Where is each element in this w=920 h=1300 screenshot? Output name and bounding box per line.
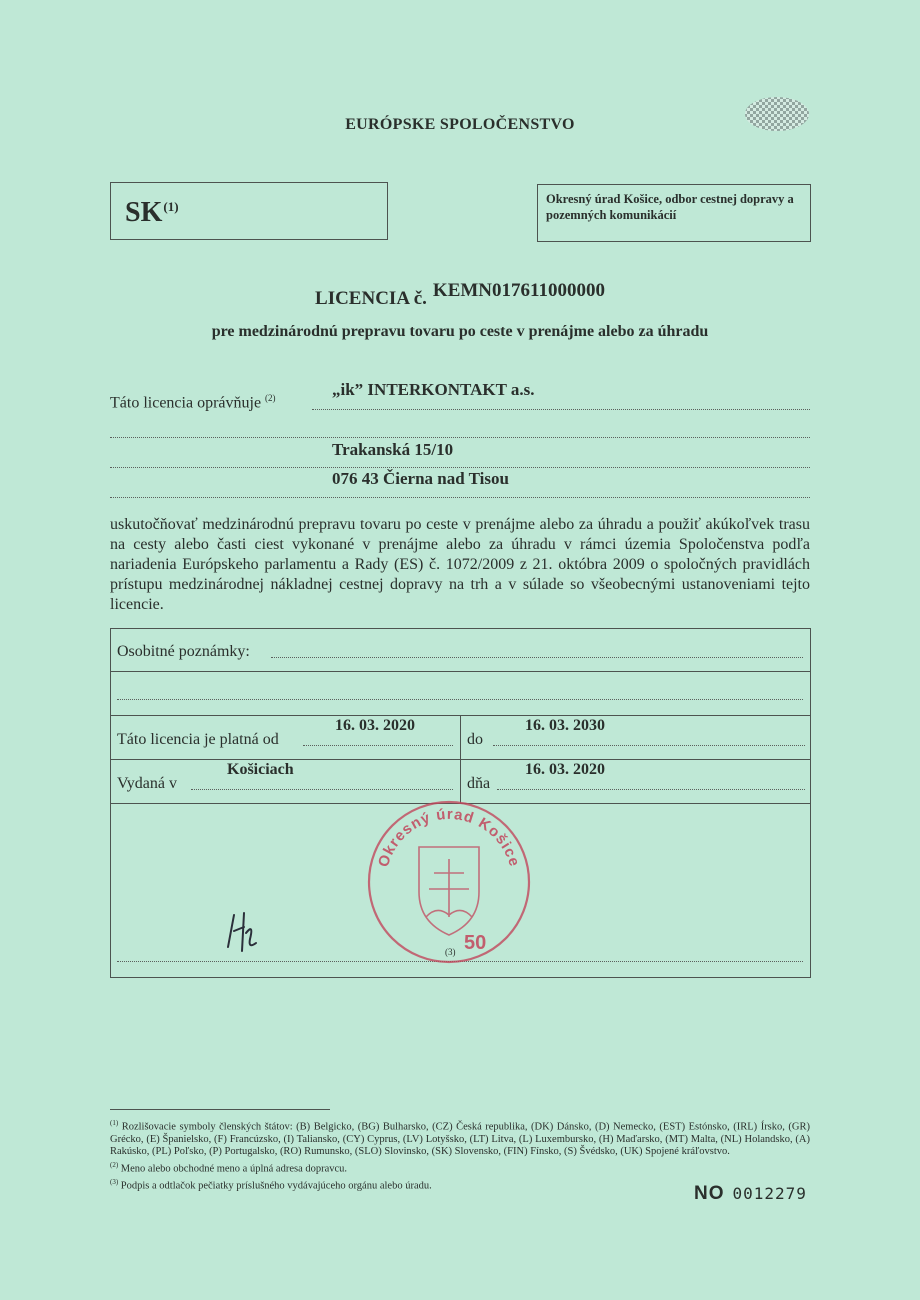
- country-code: SK$^{(1)}$: [125, 197, 179, 228]
- valid-to-label: do: [467, 731, 483, 748]
- dotted-line: [497, 789, 805, 790]
- serial-prefix: NO: [694, 1183, 725, 1204]
- issuing-authority-box: [537, 184, 811, 242]
- license-label: LICENCIA č.: [315, 288, 427, 309]
- issuing-authority-name: Okresný úrad Košice, odbor cestnej dopravy a pozemných komunikácií: [546, 192, 794, 222]
- valid-from-date: 16. 03. 2020: [335, 717, 415, 734]
- valid-to-date: 16. 03. 2030: [525, 717, 605, 734]
- license-subtitle: pre medzinárodnú prepravu tovaru po ceste v prenájme alebo za úhradu: [211, 323, 709, 340]
- signature-mark: [220, 905, 270, 955]
- issued-place: Košiciach: [227, 761, 294, 778]
- dotted-line: [117, 699, 803, 700]
- footnote-3: $^{(3)}$ Podpis a odtlačok pečiatky príslušného vydávajúceho orgánu alebo úradu.: [110, 1177, 432, 1192]
- dotted-line: [191, 789, 453, 790]
- coat-of-arms-icon: [419, 847, 479, 935]
- stamp-number: 50: [464, 932, 487, 954]
- issued-place-label: Vydaná v: [117, 775, 177, 792]
- official-stamp: [364, 797, 534, 967]
- carrier-city: 076 43 Čierna nad Tisou: [332, 469, 509, 488]
- carrier-name: „ik” INTERKONTAKT a.s.: [332, 380, 535, 399]
- license-body-text: uskutočňovať medzinárodnú prepravu tovaru po ceste v prenájme alebo za úhradu a použiť akúkoľvek trasu na cesty alebo časti ciest vykonané v prenájme alebo za úhradu v rámci územia Spoločenstva podľa nariadenia Európskeho parlamentu a Rady (ES) č. 1072/2009 z 21. októbra 2009 o spoločných pravidlách prístupu medzinárodnej nákladnej cestnej dopravy na trh a v súlade so všeobecnými ustanoveniami tejto licencie.: [110, 516, 810, 613]
- serial-number-block: [694, 1183, 807, 1205]
- dotted-line: [312, 409, 810, 410]
- country-footnote-mark: (1): [163, 199, 179, 214]
- dotted-line: [303, 745, 453, 746]
- signature-footnote-mark: (3): [445, 947, 456, 957]
- document-header-title: EURÓPSKE SPOLOČENSTVO: [345, 116, 575, 133]
- dotted-line: [271, 657, 803, 658]
- serial-number: 0012279: [732, 1184, 807, 1203]
- remarks-label: Osobitné poznámky:: [117, 643, 250, 660]
- country-code-box: [110, 182, 388, 240]
- valid-from-label: Táto licencia je platná od: [117, 731, 279, 748]
- eu-seal-icon: [744, 96, 810, 132]
- holder-label: Táto licencia oprávňuje $^{(2)}$: [110, 393, 276, 412]
- dotted-line: [110, 497, 810, 498]
- dotted-line: [110, 467, 810, 468]
- dotted-line: [110, 437, 810, 438]
- table-divider: [111, 671, 810, 672]
- table-divider: [460, 715, 461, 803]
- license-number: KEMN017611000000: [432, 280, 605, 301]
- issued-date-label: dňa: [467, 775, 491, 792]
- footnote-1: $^{(1)}$ Rozlišovacie symboly členských štátov: (B) Belgicko, (BG) Bulharsko, (CZ) Česká republika, (DK) Dánsko, (D) Nemecko, (EST) Estónsko, (IRL) Írsko, (GR) Grécko, (E) Španielsko, (F) Francúzsko, (I) Taliansko, (CY) Cyprus, (LV) Lotyšsko, (LT) Litva, (L) Luxembursko, (H) Maďarsko, (MT) Malta, (NL) Holandsko, (A) Rakúsko, (PL) Poľsko, (P) Portugalsko, (RO) Rumunsko, (SLO) Slovinsko, (SK) Slovensko, (FIN) Fínsko, (S) Švédsko, (UK) Spojené kráľovstvo.: [110, 1119, 810, 1158]
- issued-date: 16. 03. 2020: [525, 761, 605, 778]
- footnotes: [110, 1117, 810, 1193]
- carrier-street: Trakanská 15/10: [332, 440, 454, 459]
- license-title: [0, 280, 920, 310]
- stamp-text: Okresný úrad Košice: [374, 805, 524, 870]
- holder-footnote-mark: (2): [265, 393, 276, 403]
- footnote-2: $^{(2)}$ Meno alebo obchodné meno a úplná adresa dopravcu.: [110, 1160, 348, 1175]
- dotted-line: [493, 745, 805, 746]
- footnote-separator: [110, 1109, 330, 1110]
